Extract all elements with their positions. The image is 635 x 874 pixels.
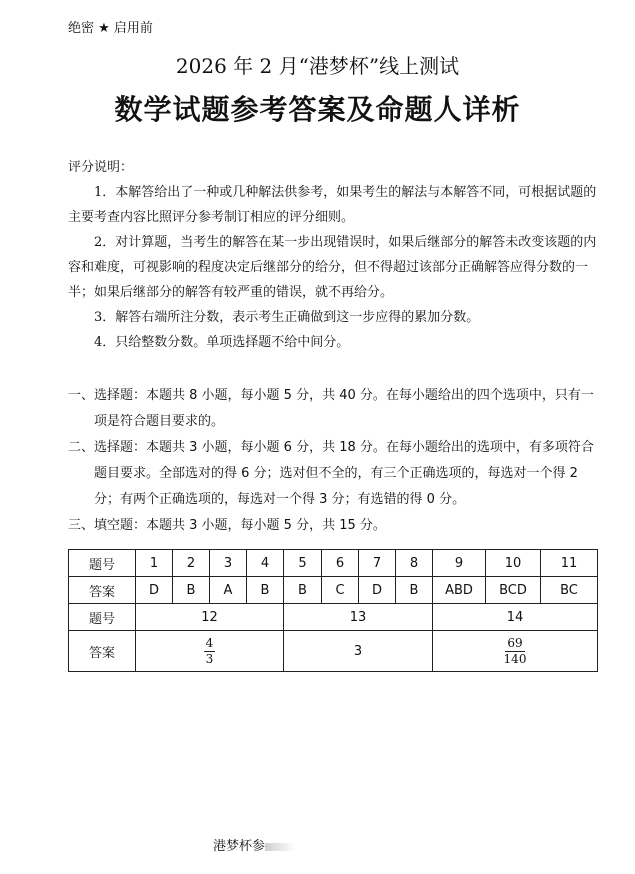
answer-cell: C [322, 577, 359, 604]
section-3-number: 三、 [68, 518, 95, 533]
section-2 [68, 435, 598, 513]
question-number-cell: 5 [284, 550, 322, 577]
grading-item-3: 3．解答右端所注分数，表示考生正确做到这一步应得的累加分数。 [94, 310, 480, 325]
table-row-answers-2 [69, 631, 598, 672]
answer-cell: D [359, 577, 396, 604]
fraction-denominator: 3 [205, 652, 214, 666]
footer-fade-decoration [265, 843, 295, 851]
fraction-denominator: 140 [503, 652, 527, 666]
question-number-cell: 12 [136, 604, 284, 631]
question-number-cell: 4 [247, 550, 284, 577]
grading-item-4: 4．只给整数分数。单项选择题不给中间分。 [94, 335, 350, 350]
answer-cell: BCD [486, 577, 541, 604]
question-number-cell: 1 [136, 550, 173, 577]
answer-cell-14 [433, 631, 598, 672]
table-row-answers-1 [69, 577, 598, 604]
answer-cell: A [210, 577, 247, 604]
answer-label-cell: 答案 [69, 577, 136, 604]
question-label-cell: 题号 [69, 550, 136, 577]
answer-cell: D [136, 577, 173, 604]
question-number-cell: 11 [541, 550, 598, 577]
table-row-questions-2 [69, 604, 598, 631]
answer-cell-13: 3 [284, 631, 433, 672]
answer-cell: ABD [433, 577, 486, 604]
section-2-text: 选择题：本题共 3 小题，每小题 6 分，共 18 分。在每小题给出的选项中，有多项符合题目要求。全部选对的得 6 分；选对但不全的，有三个正确选项的，每选对一个得 2 分；有两个正确选项的，每选对一个得 3 分；有选错的得 0 分。 [94, 440, 594, 507]
answer-cell: B [247, 577, 284, 604]
answer-cell: B [173, 577, 210, 604]
fraction-answer-12 [204, 637, 216, 666]
section-1-number: 一、 [68, 388, 95, 403]
footer-text: 港梦杯参 [213, 839, 266, 854]
answer-label-cell: 答案 [69, 631, 136, 672]
answer-cell: B [396, 577, 433, 604]
section-3 [68, 513, 598, 539]
question-number-cell: 3 [210, 550, 247, 577]
answer-cell-12 [136, 631, 284, 672]
grading-heading: 评分说明： [68, 160, 134, 175]
question-number-cell: 9 [433, 550, 486, 577]
grading-item-1: 1．本解答给出了一种或几种解法供参考，如果考生的解法与本解答不同，可根据试题的主要考查内容比照评分参考制订相应的评分细则。 [68, 185, 597, 225]
fraction-numerator: 69 [507, 636, 523, 650]
section-list [68, 383, 598, 539]
question-number-cell: 13 [284, 604, 433, 631]
section-1 [68, 383, 598, 435]
question-number-cell: 8 [396, 550, 433, 577]
table-row-questions-1 [69, 550, 598, 577]
answer-cell: B [284, 577, 322, 604]
fraction-answer-14 [504, 637, 527, 666]
question-number-cell: 10 [486, 550, 541, 577]
question-number-cell: 14 [433, 604, 598, 631]
question-number-cell: 7 [359, 550, 396, 577]
exam-title: 2026 年 2 月“港梦杯”线上测试 [175, 54, 460, 78]
fraction-numerator: 4 [205, 636, 214, 650]
confidential-mark: 绝密 ★ 启用前 [68, 21, 153, 36]
question-label-cell: 题号 [69, 604, 136, 631]
question-number-cell: 6 [322, 550, 359, 577]
section-1-text: 选择题：本题共 8 小题，每小题 5 分，共 40 分。在每小题给出的四个选项中，只有一项是符合题目要求的。 [94, 388, 594, 429]
section-3-text: 填空题：本题共 3 小题，每小题 5 分，共 15 分。 [94, 518, 386, 533]
footer-watermark [213, 835, 295, 854]
section-2-number: 二、 [68, 440, 95, 455]
grading-instructions [68, 155, 598, 355]
question-number-cell: 2 [173, 550, 210, 577]
answer-table [68, 549, 598, 672]
main-title: 数学试题参考答案及命题人详析 [114, 93, 521, 126]
grading-item-2: 2．对计算题，当考生的解答在某一步出现错误时，如果后继部分的解答未改变该题的内容和难度，可视影响的程度决定后继部分的给分，但不得超过该部分正确解答应得分数的一半；如果后继部分的解答有较严重的错误，就不再给分。 [68, 235, 597, 300]
answer-cell: BC [541, 577, 598, 604]
